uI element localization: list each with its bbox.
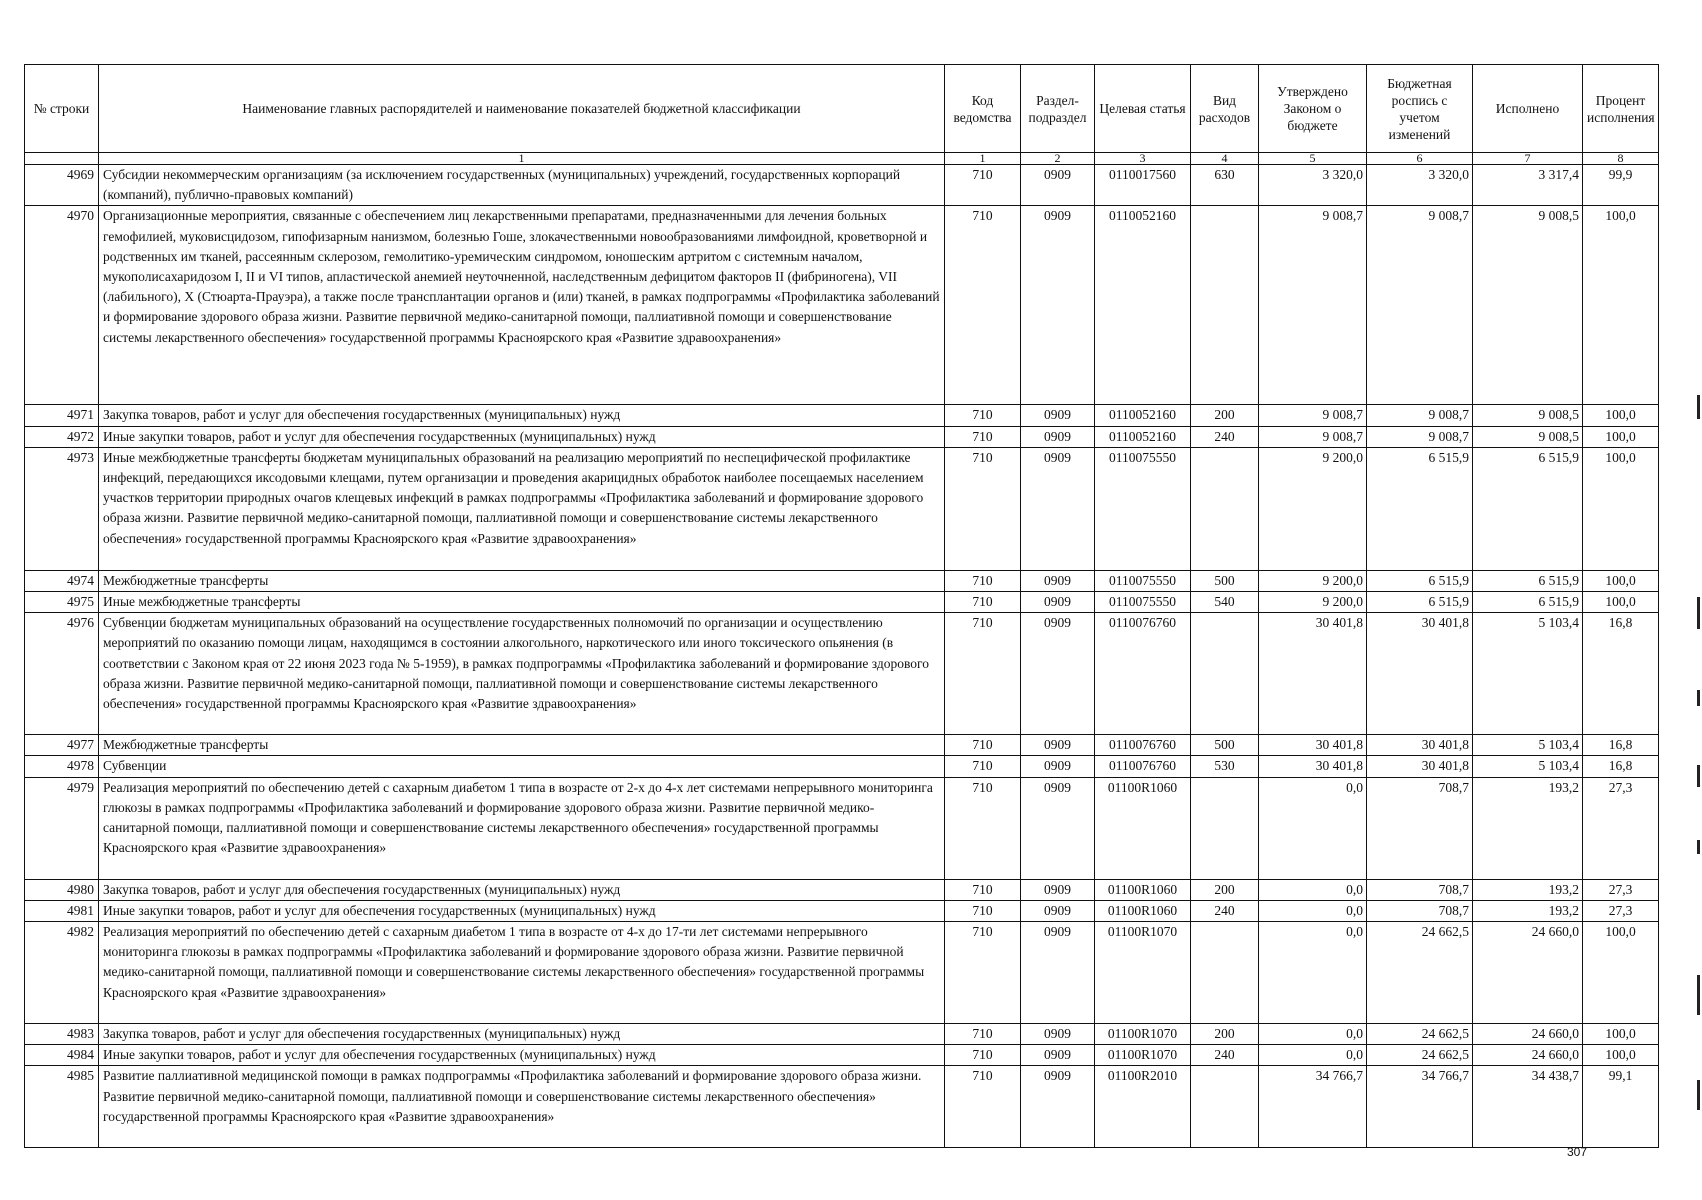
target-article: 0110052160 <box>1095 405 1191 426</box>
header-executed: Исполнено <box>1473 65 1583 153</box>
budget-amount: 9 008,7 <box>1367 405 1473 426</box>
row-name: Субвенции <box>99 756 945 777</box>
table-row <box>25 900 1659 921</box>
table-row <box>25 613 1659 735</box>
executed-amount: 5 103,4 <box>1473 735 1583 756</box>
column-number <box>25 153 99 165</box>
row-number: 4974 <box>25 570 99 591</box>
target-article: 01100R1070 <box>1095 1045 1191 1066</box>
budget-amount: 708,7 <box>1367 879 1473 900</box>
expense-type <box>1191 206 1259 405</box>
section-code: 0909 <box>1021 735 1095 756</box>
section-code: 0909 <box>1021 900 1095 921</box>
budget-amount: 9 008,7 <box>1367 426 1473 447</box>
budget-page <box>24 64 1658 1148</box>
table-row <box>25 879 1659 900</box>
row-name: Субсидии некоммерческим организациям (за исключением государственных (муниципальных) учреждений, государственных корпораций (компаний), публично-правовых компаний) <box>99 165 945 206</box>
department-code: 710 <box>945 613 1021 735</box>
budget-amount: 708,7 <box>1367 777 1473 879</box>
executed-amount: 24 660,0 <box>1473 1024 1583 1045</box>
section-code: 0909 <box>1021 613 1095 735</box>
header-department-code: Код ведомства <box>945 65 1021 153</box>
target-article: 01100R1070 <box>1095 922 1191 1024</box>
section-code: 0909 <box>1021 206 1095 405</box>
column-number: 1 <box>99 153 945 165</box>
table-row <box>25 165 1659 206</box>
row-number: 4979 <box>25 777 99 879</box>
approved-amount: 30 401,8 <box>1259 756 1367 777</box>
executed-amount: 5 103,4 <box>1473 613 1583 735</box>
row-name: Реализация мероприятий по обеспечению детей с сахарным диабетом 1 типа в возрасте от 4-х до 17-ти лет системами непрерывного мониторинга глюкозы в рамках подпрограммы «Профилактика заболеваний и формирование здорового образа жизни. Развитие первичной медико-санитарной помощи, паллиативной помощи и совершенствование системы лекарственного обеспечения» государственной программы Красноярского края «Развитие здравоохранения» <box>99 922 945 1024</box>
expense-type: 240 <box>1191 900 1259 921</box>
department-code: 710 <box>945 1045 1021 1066</box>
executed-amount: 6 515,9 <box>1473 592 1583 613</box>
table-row <box>25 1045 1659 1066</box>
expense-type <box>1191 777 1259 879</box>
row-number: 4985 <box>25 1066 99 1148</box>
target-article: 0110075550 <box>1095 592 1191 613</box>
table-row <box>25 1066 1659 1148</box>
header-approved: Утверждено Законом о бюджете <box>1259 65 1367 153</box>
section-code: 0909 <box>1021 1024 1095 1045</box>
approved-amount: 3 320,0 <box>1259 165 1367 206</box>
row-name: Развитие паллиативной медицинской помощи в рамках подпрограммы «Профилактика заболеваний и формирование здорового образа жизни. Развитие первичной медико-санитарной помощи, паллиативной помощи и совершенствование системы лекарственного обеспечения» государственной программы Красноярского края «Развитие здравоохранения» <box>99 1066 945 1148</box>
header-target-article: Целевая статья <box>1095 65 1191 153</box>
target-article: 01100R1070 <box>1095 1024 1191 1045</box>
row-number: 4977 <box>25 735 99 756</box>
budget-table <box>24 64 1659 1148</box>
page-number: 307 <box>1567 1145 1588 1159</box>
section-code: 0909 <box>1021 756 1095 777</box>
row-number: 4973 <box>25 447 99 570</box>
department-code: 710 <box>945 735 1021 756</box>
execution-percent: 16,8 <box>1583 613 1659 735</box>
row-number: 4976 <box>25 613 99 735</box>
table-body <box>25 165 1659 1148</box>
target-article: 0110075550 <box>1095 570 1191 591</box>
executed-amount: 3 317,4 <box>1473 165 1583 206</box>
budget-amount: 34 766,7 <box>1367 1066 1473 1148</box>
section-code: 0909 <box>1021 426 1095 447</box>
section-code: 0909 <box>1021 447 1095 570</box>
execution-percent: 100,0 <box>1583 922 1659 1024</box>
row-name: Иные закупки товаров, работ и услуг для обеспечения государственных (муниципальных) нужд <box>99 900 945 921</box>
budget-amount: 30 401,8 <box>1367 735 1473 756</box>
section-code: 0909 <box>1021 922 1095 1024</box>
section-code: 0909 <box>1021 1045 1095 1066</box>
target-article: 0110017560 <box>1095 165 1191 206</box>
row-name: Иные закупки товаров, работ и услуг для обеспечения государственных (муниципальных) нужд <box>99 1045 945 1066</box>
execution-percent: 100,0 <box>1583 426 1659 447</box>
department-code: 710 <box>945 879 1021 900</box>
target-article: 0110076760 <box>1095 735 1191 756</box>
approved-amount: 34 766,7 <box>1259 1066 1367 1148</box>
header-budget-schedule: Бюджетная роспись с учетом изменений <box>1367 65 1473 153</box>
department-code: 710 <box>945 592 1021 613</box>
header-row-number: № строки <box>25 65 99 153</box>
row-name: Межбюджетные трансферты <box>99 735 945 756</box>
section-code: 0909 <box>1021 879 1095 900</box>
budget-amount: 24 662,5 <box>1367 1024 1473 1045</box>
row-name: Иные межбюджетные трансферты бюджетам муниципальных образований на реализацию мероприятий по неспецифической профилактике инфекций, передающихся иксодовыми клещами, путем организации и проведения акарицидных обработок наиболее посещаемых населением участков территории природных очагов клещевых инфекций в рамках подпрограммы «Профилактика заболеваний и формирование здорового образа жизни. Развитие первичной медико-санитарной помощи, паллиативной помощи и совершенствование системы лекарственного обеспечения» государственной программы Красноярского края «Развитие здравоохранения» <box>99 447 945 570</box>
department-code: 710 <box>945 777 1021 879</box>
execution-percent: 100,0 <box>1583 405 1659 426</box>
executed-amount: 24 660,0 <box>1473 1045 1583 1066</box>
section-code: 0909 <box>1021 405 1095 426</box>
target-article: 01100R1060 <box>1095 900 1191 921</box>
row-number: 4983 <box>25 1024 99 1045</box>
execution-percent: 99,9 <box>1583 165 1659 206</box>
row-number: 4981 <box>25 900 99 921</box>
executed-amount: 9 008,5 <box>1473 405 1583 426</box>
row-number: 4970 <box>25 206 99 405</box>
expense-type: 530 <box>1191 756 1259 777</box>
department-code: 710 <box>945 405 1021 426</box>
target-article: 0110052160 <box>1095 206 1191 405</box>
department-code: 710 <box>945 756 1021 777</box>
table-row <box>25 447 1659 570</box>
row-number: 4982 <box>25 922 99 1024</box>
expense-type: 630 <box>1191 165 1259 206</box>
expense-type: 500 <box>1191 570 1259 591</box>
section-code: 0909 <box>1021 570 1095 591</box>
department-code: 710 <box>945 447 1021 570</box>
target-article: 01100R1060 <box>1095 777 1191 879</box>
execution-percent: 100,0 <box>1583 592 1659 613</box>
expense-type: 200 <box>1191 1024 1259 1045</box>
budget-amount: 6 515,9 <box>1367 592 1473 613</box>
table-row <box>25 1024 1659 1045</box>
budget-amount: 24 662,5 <box>1367 922 1473 1024</box>
column-number: 8 <box>1583 153 1659 165</box>
target-article: 01100R1060 <box>1095 879 1191 900</box>
row-name: Закупка товаров, работ и услуг для обеспечения государственных (муниципальных) нужд <box>99 1024 945 1045</box>
approved-amount: 9 200,0 <box>1259 592 1367 613</box>
executed-amount: 193,2 <box>1473 777 1583 879</box>
approved-amount: 0,0 <box>1259 777 1367 879</box>
executed-amount: 193,2 <box>1473 879 1583 900</box>
executed-amount: 34 438,7 <box>1473 1066 1583 1148</box>
expense-type <box>1191 613 1259 735</box>
column-number: 1 <box>945 153 1021 165</box>
row-name: Закупка товаров, работ и услуг для обеспечения государственных (муниципальных) нужд <box>99 405 945 426</box>
column-number: 3 <box>1095 153 1191 165</box>
budget-amount: 6 515,9 <box>1367 447 1473 570</box>
expense-type <box>1191 447 1259 570</box>
column-number: 4 <box>1191 153 1259 165</box>
budget-amount: 24 662,5 <box>1367 1045 1473 1066</box>
column-number: 6 <box>1367 153 1473 165</box>
row-number: 4975 <box>25 592 99 613</box>
approved-amount: 30 401,8 <box>1259 735 1367 756</box>
execution-percent: 27,3 <box>1583 777 1659 879</box>
table-row <box>25 426 1659 447</box>
target-article: 0110076760 <box>1095 756 1191 777</box>
row-number: 4984 <box>25 1045 99 1066</box>
execution-percent: 16,8 <box>1583 756 1659 777</box>
budget-amount: 30 401,8 <box>1367 613 1473 735</box>
department-code: 710 <box>945 426 1021 447</box>
expense-type: 200 <box>1191 879 1259 900</box>
executed-amount: 5 103,4 <box>1473 756 1583 777</box>
expense-type <box>1191 1066 1259 1148</box>
row-number: 4969 <box>25 165 99 206</box>
row-name: Межбюджетные трансферты <box>99 570 945 591</box>
target-article: 0110052160 <box>1095 426 1191 447</box>
row-name: Закупка товаров, работ и услуг для обеспечения государственных (муниципальных) нужд <box>99 879 945 900</box>
executed-amount: 6 515,9 <box>1473 447 1583 570</box>
execution-percent: 99,1 <box>1583 1066 1659 1148</box>
budget-amount: 9 008,7 <box>1367 206 1473 405</box>
section-code: 0909 <box>1021 165 1095 206</box>
budget-amount: 6 515,9 <box>1367 570 1473 591</box>
row-name: Субвенции бюджетам муниципальных образований на осуществление государственных полномочий по организации и осуществлению мероприятий по оказанию помощи лицам, находящимся в состоянии алкогольного, наркотического или иного токсического опьянения (в соответствии с Законом края от 22 июня 2023 года № 5-1959), в рамках подпрограммы «Профилактика заболеваний и формирование здорового образа жизни. Развитие первичной медико-санитарной помощи, паллиативной помощи и совершенствование системы лекарственного обеспечения» государственной программы Красноярского края «Развитие здравоохранения» <box>99 613 945 735</box>
approved-amount: 9 008,7 <box>1259 426 1367 447</box>
execution-percent: 100,0 <box>1583 447 1659 570</box>
executed-amount: 6 515,9 <box>1473 570 1583 591</box>
column-number: 5 <box>1259 153 1367 165</box>
table-row <box>25 206 1659 405</box>
approved-amount: 9 008,7 <box>1259 206 1367 405</box>
approved-amount: 9 200,0 <box>1259 570 1367 591</box>
expense-type: 240 <box>1191 426 1259 447</box>
target-article: 0110075550 <box>1095 447 1191 570</box>
execution-percent: 100,0 <box>1583 206 1659 405</box>
approved-amount: 9 200,0 <box>1259 447 1367 570</box>
target-article: 01100R2010 <box>1095 1066 1191 1148</box>
approved-amount: 0,0 <box>1259 879 1367 900</box>
execution-percent: 16,8 <box>1583 735 1659 756</box>
approved-amount: 0,0 <box>1259 922 1367 1024</box>
header-section: Раздел-подраздел <box>1021 65 1095 153</box>
execution-percent: 100,0 <box>1583 570 1659 591</box>
section-code: 0909 <box>1021 1066 1095 1148</box>
header-expense-type: Вид расходов <box>1191 65 1259 153</box>
executed-amount: 193,2 <box>1473 900 1583 921</box>
executed-amount: 9 008,5 <box>1473 206 1583 405</box>
row-number: 4972 <box>25 426 99 447</box>
department-code: 710 <box>945 1024 1021 1045</box>
department-code: 710 <box>945 922 1021 1024</box>
column-number: 7 <box>1473 153 1583 165</box>
execution-percent: 27,3 <box>1583 879 1659 900</box>
row-number: 4980 <box>25 879 99 900</box>
header-percent: Процент исполнения <box>1583 65 1659 153</box>
execution-percent: 100,0 <box>1583 1024 1659 1045</box>
table-row <box>25 922 1659 1024</box>
executed-amount: 24 660,0 <box>1473 922 1583 1024</box>
row-number: 4978 <box>25 756 99 777</box>
department-code: 710 <box>945 570 1021 591</box>
approved-amount: 0,0 <box>1259 1024 1367 1045</box>
department-code: 710 <box>945 206 1021 405</box>
row-name: Реализация мероприятий по обеспечению детей с сахарным диабетом 1 типа в возрасте от 2-х до 4-х лет системами непрерывного мониторинга глюкозы в рамках подпрограммы «Профилактика заболеваний и формирование здорового образа жизни. Развитие первичной медико-санитарной помощи, паллиативной помощи и совершенствование системы лекарственного обеспечения» государственной программы Красноярского края «Развитие здравоохранения» <box>99 777 945 879</box>
budget-amount: 30 401,8 <box>1367 756 1473 777</box>
section-code: 0909 <box>1021 592 1095 613</box>
row-number: 4971 <box>25 405 99 426</box>
target-article: 0110076760 <box>1095 613 1191 735</box>
table-row <box>25 756 1659 777</box>
approved-amount: 0,0 <box>1259 900 1367 921</box>
table-row <box>25 592 1659 613</box>
row-name: Иные закупки товаров, работ и услуг для обеспечения государственных (муниципальных) нужд <box>99 426 945 447</box>
expense-type: 500 <box>1191 735 1259 756</box>
department-code: 710 <box>945 900 1021 921</box>
expense-type: 240 <box>1191 1045 1259 1066</box>
budget-amount: 3 320,0 <box>1367 165 1473 206</box>
header-name: Наименование главных распорядителей и наименование показателей бюджетной классификации <box>99 65 945 153</box>
table-row <box>25 777 1659 879</box>
row-name: Организационные мероприятия, связанные с обеспечением лиц лекарственными препаратами, предназначенными для лечения больных гемофилией, муковисцидозом, гипофизарным нанизмом, болезнью Гоше, злокачественными новообразованиями лимфоидной, кроветворной и родственных им тканей, рассеянным склерозом, гемолитико-уремическим синдромом, юношеским артритом с системным началом, мукополисахаридозом I, II и VI типов, апластической анемией неуточненной, наследственным дефицитом факторов II (фибриногена), VII (лабильного), X (Стюарта-Прауэра), а также после трансплантации органов и (или) тканей, в рамках подпрограммы «Профилактика заболеваний и формирование здорового образа жизни. Развитие первичной медико-санитарной помощи, паллиативной помощи и совершенствование системы лекарственного обеспечения» государственной программы Красноярского края «Развитие здравоохранения» <box>99 206 945 405</box>
execution-percent: 27,3 <box>1583 900 1659 921</box>
table-row <box>25 735 1659 756</box>
expense-type <box>1191 922 1259 1024</box>
expense-type: 540 <box>1191 592 1259 613</box>
approved-amount: 30 401,8 <box>1259 613 1367 735</box>
executed-amount: 9 008,5 <box>1473 426 1583 447</box>
section-code: 0909 <box>1021 777 1095 879</box>
table-header <box>25 65 1659 165</box>
approved-amount: 9 008,7 <box>1259 405 1367 426</box>
column-numbers-row <box>25 153 1659 165</box>
department-code: 710 <box>945 165 1021 206</box>
department-code: 710 <box>945 1066 1021 1148</box>
table-row <box>25 405 1659 426</box>
execution-percent: 100,0 <box>1583 1045 1659 1066</box>
budget-amount: 708,7 <box>1367 900 1473 921</box>
expense-type: 200 <box>1191 405 1259 426</box>
approved-amount: 0,0 <box>1259 1045 1367 1066</box>
row-name: Иные межбюджетные трансферты <box>99 592 945 613</box>
column-number: 2 <box>1021 153 1095 165</box>
table-row <box>25 570 1659 591</box>
